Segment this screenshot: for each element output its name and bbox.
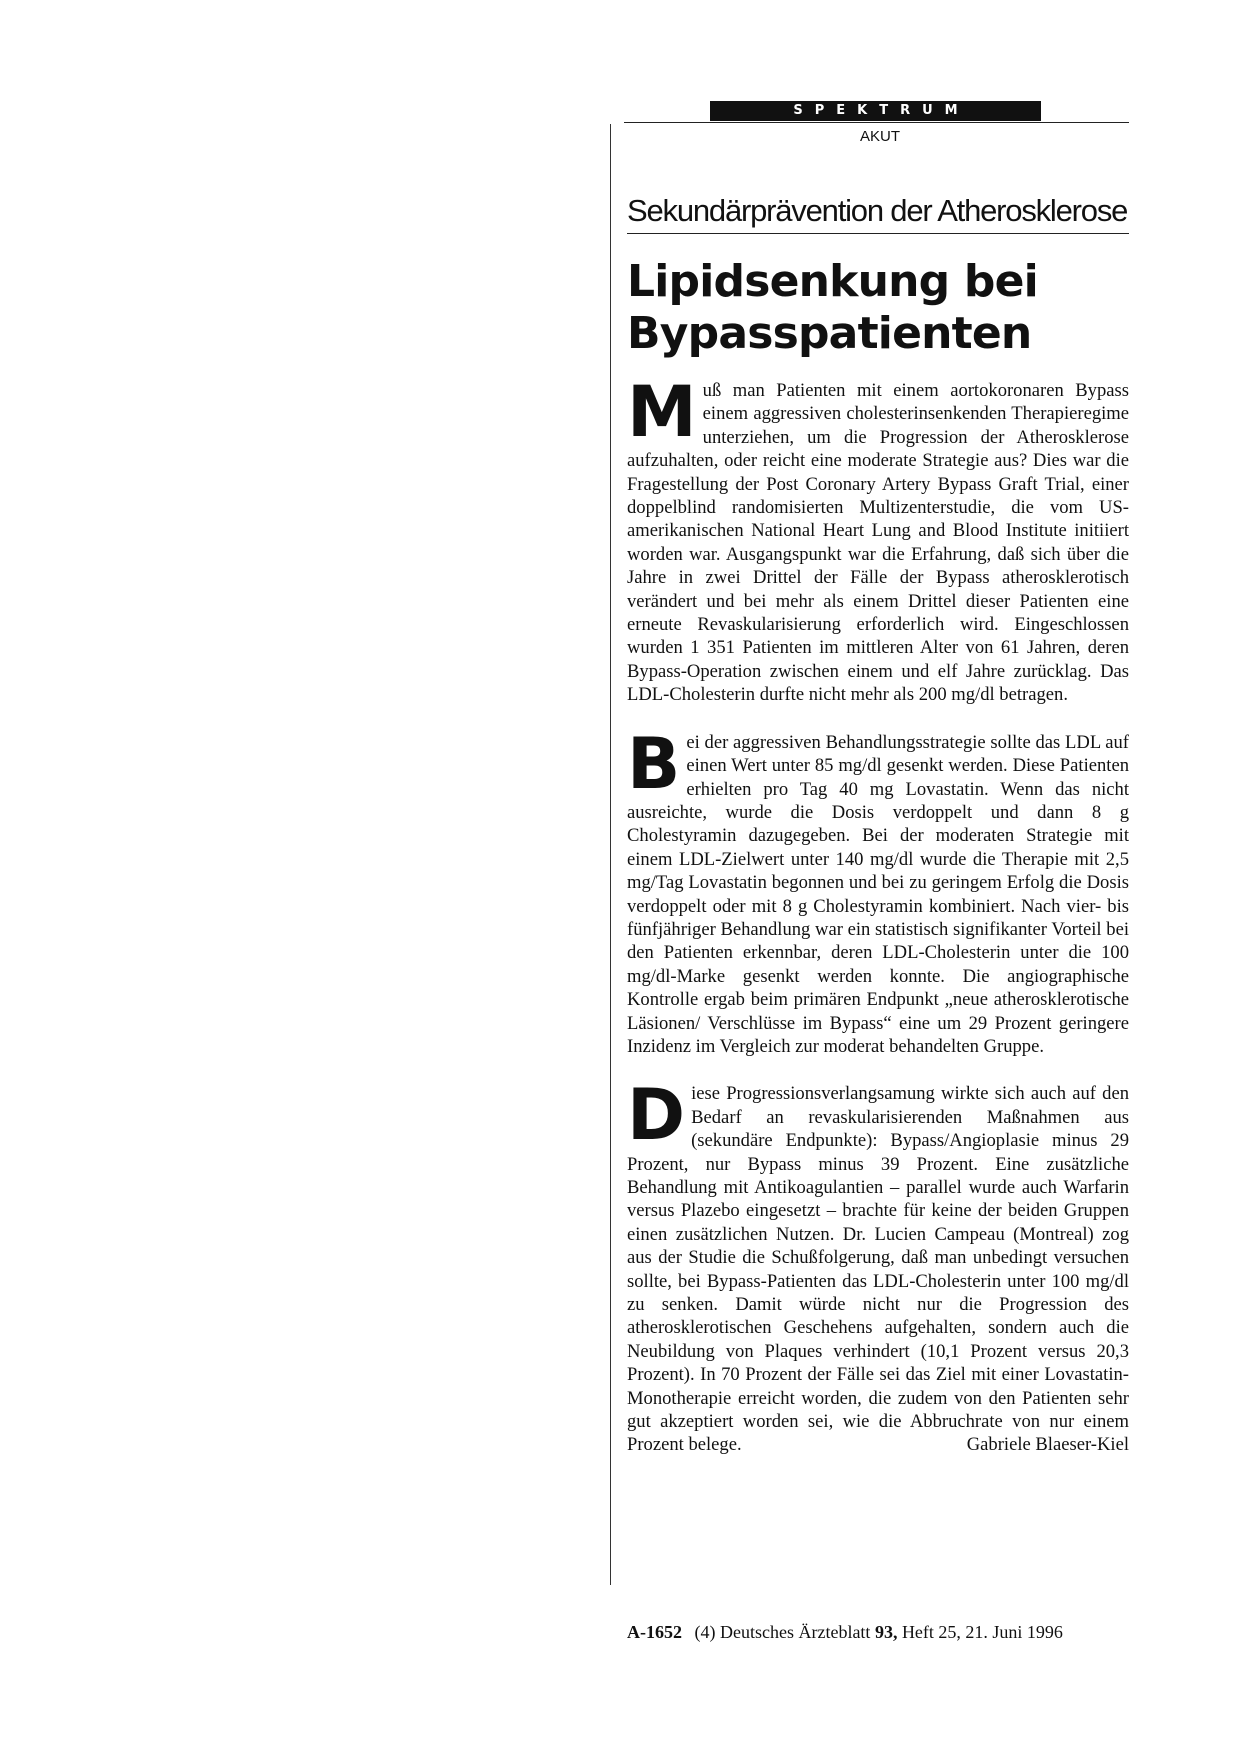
issue-date: Heft 25, 21. Juni 1996 xyxy=(901,1622,1063,1642)
drop-cap: D xyxy=(627,1074,684,1157)
article-paragraph xyxy=(627,371,1129,707)
paragraph-text: ei der aggressiven Behandlungsstrategie sollte das LDL auf einen Wert unter 85 mg/dl gesenkt werden. Diese Patienten erhielten pro Tag 40 mg Lovastatin. Wenn das nicht ausreichte, wurde die Dosis verdoppelt und dann 8 g Cholestyramin dazugegeben. Bei der moderaten Strategie mit einem LDL-Zielwert unter 140 mg/dl wurde die Therapie mit 2,5 mg/Tag Lovastatin begonnen und bei zu geringem Erfolg die Dosis verdoppelt oder mit 8 g Cholestyramin kombiniert. Nach vier- bis fünfjähriger Behandlung war ein statistisch signifikanter Vorteil bei den Patienten erkennbar, deren LDL-Cholesterin unter die 100 mg/dl-Marke gesenkt werden konnte. Die angiographische Kontrolle ergab beim primären Endpunkt „neue atherosklerotische Läsionen/ Verschlüsse im Bypass“ eine um 29 Prozent geringere Inzidenz im Vergleich zur moderat behandelten Gruppe. xyxy=(627,731,1129,1057)
article-body xyxy=(627,371,1129,1457)
article-kicker: Sekundärprävention der Atherosklerose xyxy=(627,193,1128,228)
kicker-rule xyxy=(627,233,1129,234)
header-rule xyxy=(624,122,1129,123)
paragraph-text: uß man Patienten mit einem aortokoronaren Bypass einem aggressiven cholesterinsenkenden Therapieregime unterziehen, um die Progression der Atherosklerose aufzuhalten, oder reicht eine moderate Strategie aus? Dies war die Fragestellung der Post Coronary Artery Bypass Graft Trial, einer doppelblind randomisierten Multizenterstudie, die vom US-amerikanischen National Heart Lung and Blood Institute initiiert worden war. Ausgangspunkt war die Erfahrung, daß sich über die Jahre in zwei Drittel der Fälle der Bypass atherosklerotisch verändert und bei mehr als einem Drittel dieser Patienten eine erneute Revaskularisierung erforderlich wird. Eingeschlossen wurden 1 351 Patienten im mittleren Alter von 61 Jahren, deren Bypass-Operation zwischen einem und elf Jahre zurücklag. Das LDL-Cholesterin durfte nicht mehr als 200 mg/dl betragen. xyxy=(627,380,1129,706)
author-signature: Gabriele Blaeser-Kiel xyxy=(966,1434,1129,1456)
drop-cap: B xyxy=(627,722,679,805)
article-paragraph xyxy=(627,722,1129,1059)
paragraph-text: iese Progressionsverlangsamung wirkte sich auch auf den Bedarf an revaskularisierenden Maßnahmen aus (sekundäre Endpunkte): Bypass/Angioplasie minus 29 Prozent, nur Bypass minus 39 Prozent. Eine zusätzliche Behandlung mit Antikoagulantien – parallel wurde auch Warfarin versus Plazebo eingesetzt – brachte für keine der beiden Gruppen einen zusätzlichen Nutzen. Dr. Lucien Campeau (Montreal) zog aus der Studie die Schußfolgerung, daß man unbedingt versuchen sollte, bei Bypass-Patienten das LDL-Cholesterin unter 100 mg/dl zu senken. Damit würde nicht nur die Progression des atherosklerotischen Geschehens aufgehalten, sondern auch die Neubildung von Plaques verhindert (10,1 Prozent versus 20,3 Prozent). In 70 Prozent der Fälle sei das Ziel mit einer Lovastatin-Monotherapie erreicht worden, die zudem von den Patienten sehr gut akzeptiert worden sei, wie die Abbruchrate von nur einem Prozent belege. xyxy=(627,1083,1129,1456)
subsection-label: AKUT xyxy=(859,128,900,145)
page-footer xyxy=(627,1621,1147,1643)
drop-cap: M xyxy=(627,371,695,453)
volume-number: 93, xyxy=(874,1622,898,1642)
article-paragraph xyxy=(627,1074,1129,1457)
section-banner: SPEKTRUM xyxy=(710,101,1041,121)
journal-name: (4) Deutsches Ärzteblatt xyxy=(694,1622,871,1642)
article-headline: Lipidsenkung bei Bypasspatienten xyxy=(627,256,1038,359)
column-rule xyxy=(610,124,611,1585)
page-number: A-1652 xyxy=(627,1622,682,1642)
